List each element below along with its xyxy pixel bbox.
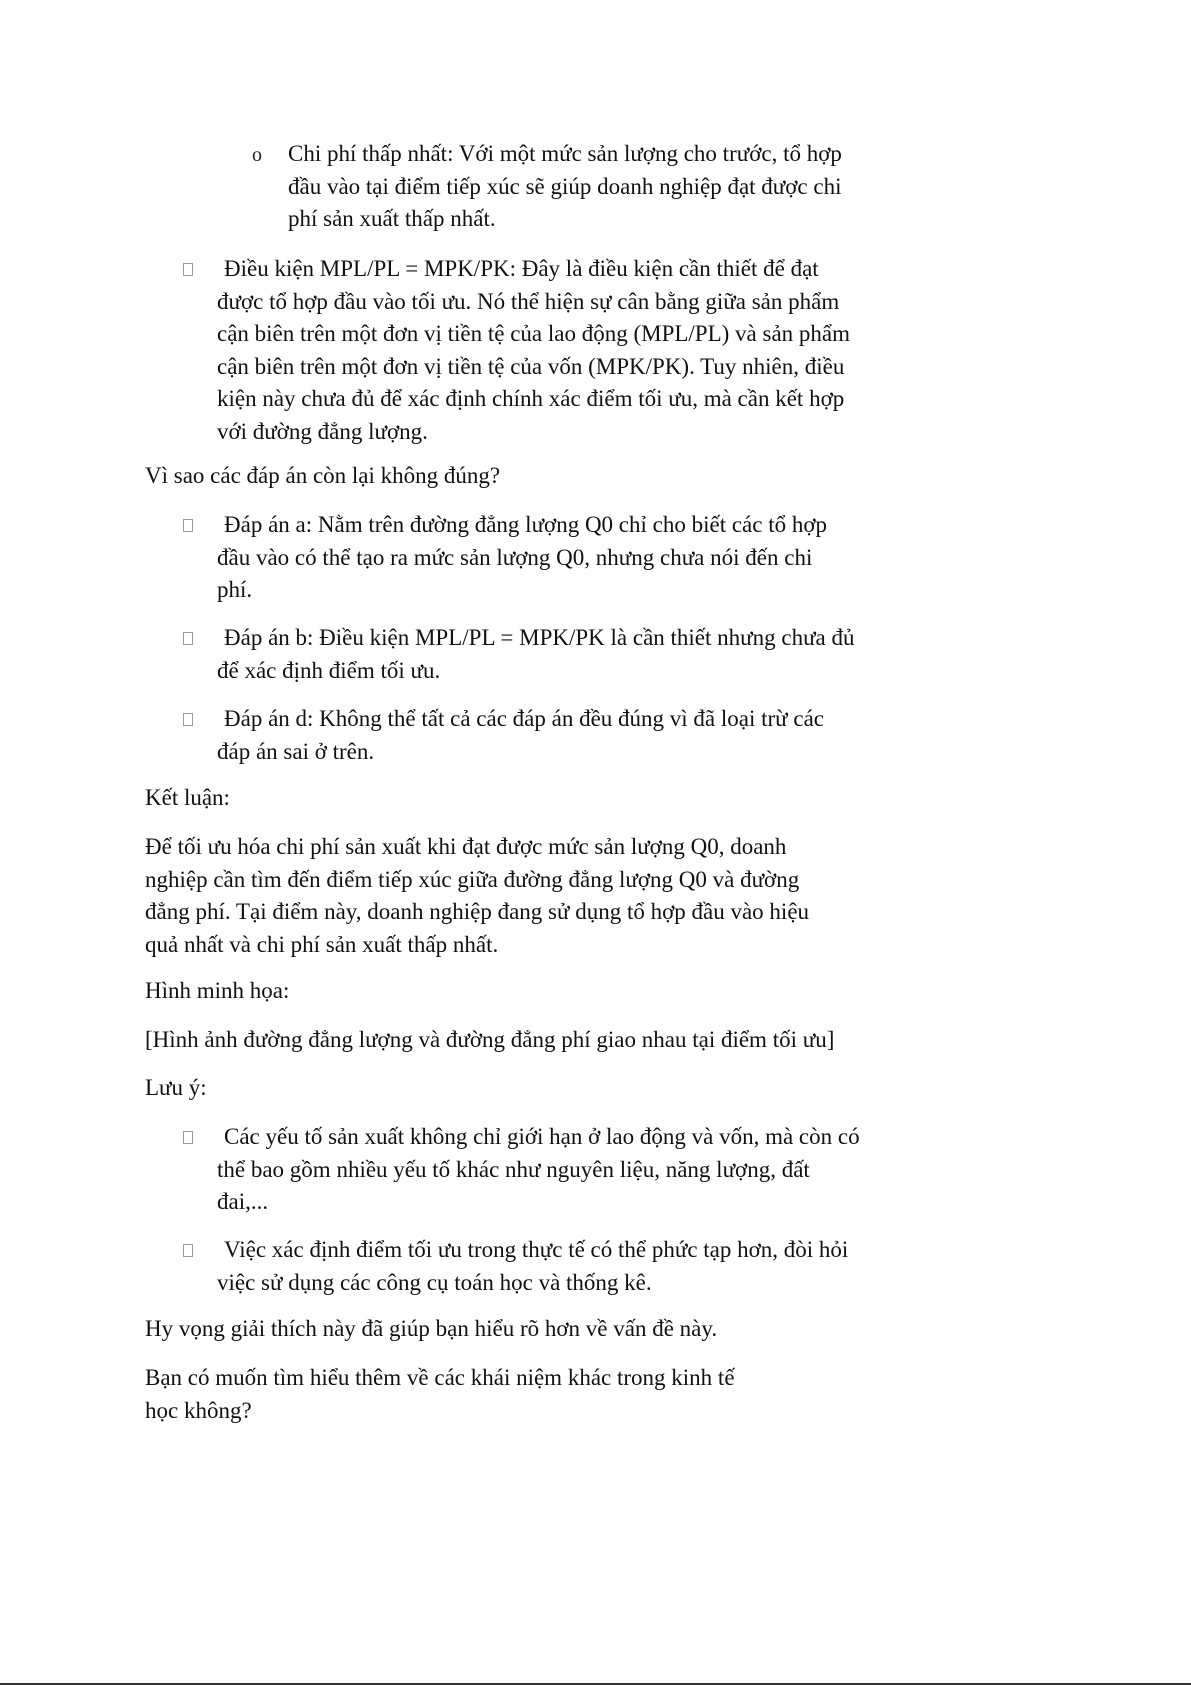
bullet-box-icon [183,632,193,645]
text-line: Các yếu tố sản xuất không chỉ giới hạn ở lao động và vốn, mà còn có [224,1124,860,1149]
note-heading: Lưu ý: [145,1075,207,1100]
bullet-box-icon [183,1244,193,1257]
text-line: học không? [145,1397,252,1423]
text-line: kiện này chưa đủ để xác định chính xác điểm tối ưu, mà cần kết hợp [217,386,845,411]
text-line: phí sản xuất thấp nhất. [288,206,496,231]
text-line: đẳng phí. Tại điểm này, doanh nghiệp đang sử dụng tổ hợp đầu vào hiệu [145,899,810,924]
text-line: phí. [217,577,253,602]
bullet-condition-text [217,253,850,448]
bullet-box-icon [183,519,193,532]
text-line: Để tối ưu hóa chi phí sản xuất khi đạt được mức sản lượng Q0, doanh [145,834,787,859]
bullet-d-text [217,703,824,768]
sub-bullet-marker: o [252,144,262,166]
question-paragraph [145,1362,735,1427]
illustration-heading: Hình minh họa: [145,978,290,1003]
text-line: thể bao gồm nhiều yếu tố khác như nguyên liệu, năng lượng, đất [217,1156,810,1182]
text-line: Bạn có muốn tìm hiểu thêm về các khái niệm khác trong kinh tế [145,1365,735,1390]
text-line: Điều kiện MPL/PL = MPK/PK: Đây là điều kiện cần thiết để đạt [224,256,819,281]
conclusion-paragraph [145,831,809,961]
text-line: Chi phí thấp nhất: Với một mức sản lượng cho trước, tổ hợp [288,141,842,166]
text-line: đáp án sai ở trên. [217,738,375,764]
conclusion-heading: Kết luận: [145,785,230,810]
text-line: cận biên trên một đơn vị tiền tệ của lao động (MPL/PL) và sản phẩm [217,321,851,346]
text-line: đai,... [217,1189,269,1214]
bullet-box-icon [183,713,193,726]
bullet-a-text [217,509,827,607]
note-bullet-1-text [217,1121,860,1219]
bullet-b-text [217,622,855,687]
text-line: được tổ hợp đầu vào tối ưu. Nó thể hiện sự cân bằng giữa sản phẩm [217,288,840,314]
text-line: Đáp án a: Nằm trên đường đẳng lượng Q0 chỉ cho biết các tổ hợp [224,512,828,537]
text-line: Việc xác định điểm tối ưu trong thực tế có thể phức tạp hơn, đòi hỏi [224,1237,849,1262]
text-line: nghiệp cần tìm đến điểm tiếp xúc giữa đường đẳng lượng Q0 và đường [145,866,800,892]
text-line: Đáp án d: Không thể tất cả các đáp án đều đúng vì đã loại trừ các [224,706,825,731]
text-line: đầu vào tại điểm tiếp xúc sẽ giúp doanh nghiệp đạt được chi [288,173,842,199]
hope-line: Hy vọng giải thích này đã giúp bạn hiểu rõ hơn về vấn đề này. [145,1316,718,1341]
text-line: cận biên trên một đơn vị tiền tệ của vốn (MPK/PK). Tuy nhiên, điều [217,353,845,379]
text-line: việc sử dụng các công cụ toán học và thống kê. [217,1269,652,1295]
text-line: Đáp án b: Điều kiện MPL/PL = MPK/PK là cần thiết nhưng chưa đủ [224,625,855,650]
illustration-placeholder: [Hình ảnh đường đẳng lượng và đường đẳng phí giao nhau tại điểm tối ưu] [145,1027,835,1052]
bullet-box-icon [183,263,193,276]
why-heading: Vì sao các đáp án còn lại không đúng? [145,463,501,488]
bullet-box-icon [183,1131,193,1144]
text-line: quả nhất và chi phí sản xuất thấp nhất. [145,931,499,957]
text-line: để xác định điểm tối ưu. [217,657,441,683]
note-bullet-2-text [217,1234,848,1299]
sub-bullet-text [288,138,842,236]
text-line: với đường đẳng lượng. [217,418,428,444]
text-line: đầu vào có thể tạo ra mức sản lượng Q0, nhưng chưa nói đến chi [217,544,813,570]
